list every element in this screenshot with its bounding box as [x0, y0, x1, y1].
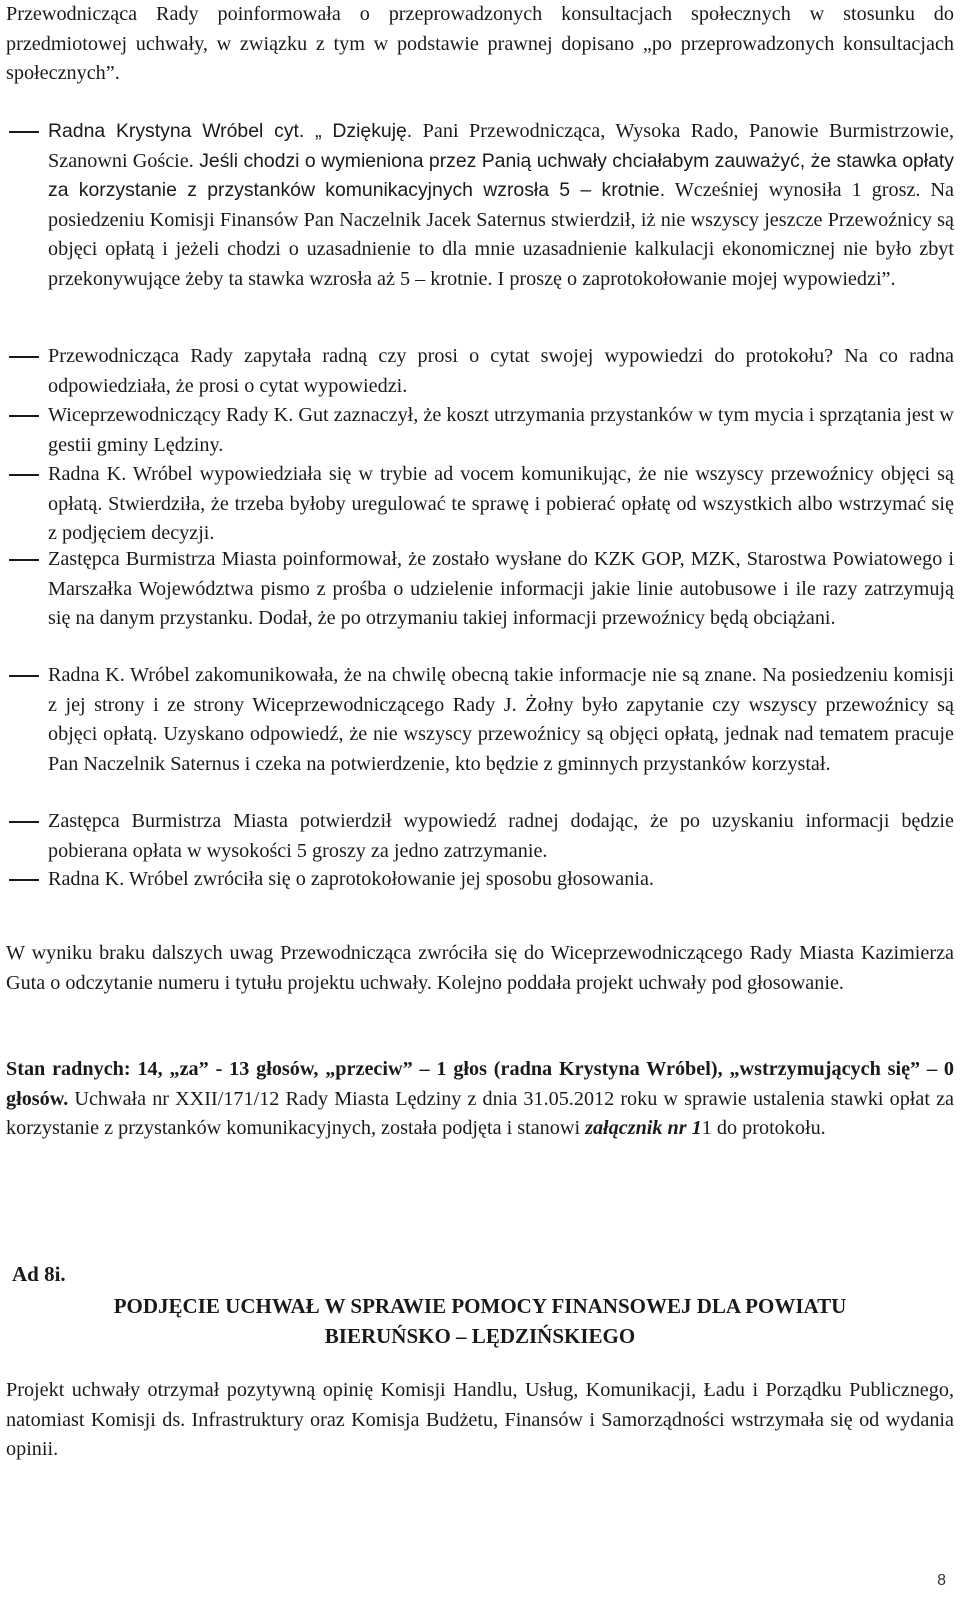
list-item	[6, 807, 954, 866]
dash-bullet	[9, 356, 39, 358]
attachment-suffix: 1 do protokołu.	[701, 1117, 826, 1139]
section-title-line-2: BIERUŃSKO – LĘDZIŃSKIEGO	[324, 1324, 636, 1348]
list-item-text: Zastępca Burmistrza Miasta potwierdził wypowiedź radnej dodając, że po uzyskaniu informacji będzie pobierana opłata w wysokości 5 groszy za jedno zatrzymanie.	[48, 810, 954, 862]
list-item-text: Zastępca Burmistrza Miasta poinformował, że zostało wysłane do KZK GOP, MZK, Starostwa Powiatowego i Marszałka Województwa pismo z prośba o udzielenie informacji jakie linie autobusowe i ile razy zatrzymują się na danym przystanku. Dodał, że po otrzymaniu takiej informacji przewoźnicy będą obciążani.	[48, 548, 954, 629]
section-title-line-1: PODJĘCIE UCHWAŁ W SPRAWIE POMOCY FINANSOWEJ DLA POWIATU	[113, 1294, 847, 1318]
dash-bullet	[9, 415, 39, 417]
dash-bullet	[9, 131, 39, 133]
list-item-text: Radna K. Wróbel wypowiedziała się w trybie ad vocem komunikując, że nie wszyscy przewoźnicy objęci są opłatą. Stwierdziła, że trzeba byłoby uregulować te sprawę i pobierać opłatę od wszystkich albo wstrzymać się z podjęciem decyzji.	[48, 463, 954, 544]
list-item-text: Przewodnicząca Rady zapytała radną czy prosi o cytat swojej wypowiedzi do protokołu? Na co radna odpowiedziała, że prosi o cytat wypowiedzi.	[48, 345, 954, 397]
opinion-paragraph: Projekt uchwały otrzymał pozytywną opinię Komisji Handlu, Usług, Komunikacji, Ładu i Porządku Publicznego, natomiast Komisji ds. Infrastruktury oraz Komisja Budżetu, Finansów i Samorządności wstrzymała się od wydania opinii.	[6, 1379, 954, 1460]
list-item	[6, 117, 954, 294]
list-item-text: Radna K. Wróbel zakomunikowała, że na chwilę obecną takie informacje nie są znane. Na posiedzeniu komisji z jej strony i ze strony Wiceprzewodniczącego Rady J. Żołny było zapytanie czy wszyscy przewoźnicy są objęci opłatą. Uzyskano odpowiedź, że nie wszyscy przewoźnicy są objęci opłatą, jednak nad tematem pracuje Pan Naczelnik Saternus i czeka na potwierdzenie, kto będzie z gminnych przystanków korzystał.	[48, 664, 954, 775]
list-item	[6, 460, 954, 549]
list-item	[6, 342, 954, 401]
dash-bullet	[9, 474, 39, 476]
vote-intro-paragraph: W wyniku braku dalszych uwag Przewodnicząca zwróciła się do Wiceprzewodniczącego Rady Miasta Kazimierza Guta o odczytanie numeru i tytułu projektu uchwały. Kolejno poddała projekt uchwały pod głosowanie.	[6, 942, 954, 994]
page-number: 8	[937, 1572, 946, 1589]
dash-bullet	[9, 821, 39, 823]
vote-count: Stan radnych: 14, „za” - 13 głosów, „przeciw” – 1 głos (radna Krystyna Wróbel), „wstrzymujących się” – 0 głosów.	[6, 1058, 954, 1110]
list-item-text: Radna K. Wróbel zwróciła się o zaprotokołowanie jej sposobu głosowania.	[48, 868, 654, 890]
vote-result-paragraph	[6, 1055, 954, 1144]
list-item	[6, 865, 954, 895]
list-item	[6, 401, 954, 460]
attachment-label: załącznik nr 1	[585, 1117, 702, 1139]
intro-paragraph: Przewodnicząca Rady poinformowała o przeprowadzonych konsultacjach społecznych w stosunku do przedmiotowej uchwały, w związku z tym w podstawie prawnej dopisano „po przeprowadzonych konsultacjach społecznych”.	[6, 3, 954, 84]
list-item	[6, 545, 954, 634]
list-item-text: Radna Krystyna Wróbel cyt. „ Dziękuję. Pani Przewodnicząca, Wysoka Rado, Panowie Burmistrzowie, Szanowni Goście. Jeśli chodzi o wymieniona przez Panią uchwały chciałabym zauważyć, że stawka opłaty za korzystanie z przystanków komunikacyjnych wzrosła 5 – krotnie. Wcześniej wynosiła 1 grosz. Na posiedzeniu Komisji Finansów Pan Naczelnik Jacek Saternus stwierdził, iż nie wszyscy jeszcze Przewoźnicy są objęci opłatą i jeżeli chodzi o uzasadnienie to dla mnie uzasadnienie kalkulacji ekonomicznej nie było zbyt przekonywujące żeby ta stawka wzrosła aż 5 – krotnie. I proszę o zaprotokołowanie mojej wypowiedzi”.	[48, 120, 954, 290]
resolution-text: Uchwała nr XXII/171/12 Rady Miasta Lędziny z dnia 31.05.2012 roku w sprawie ustalenia stawki opłat za korzystanie z przystanków komunikacyjnych, została podjęta i stanowi	[6, 1087, 954, 1139]
dash-bullet	[9, 675, 39, 677]
list-item-text: Wiceprzewodniczący Rady K. Gut zaznaczył, że koszt utrzymania przystanków w tym mycia i sprzątania jest w gestii gminy Lędziny.	[48, 404, 954, 456]
dash-bullet	[9, 879, 39, 881]
dash-bullet	[9, 559, 39, 561]
list-item	[6, 661, 954, 779]
section-number: Ad 8i.	[12, 1262, 66, 1286]
